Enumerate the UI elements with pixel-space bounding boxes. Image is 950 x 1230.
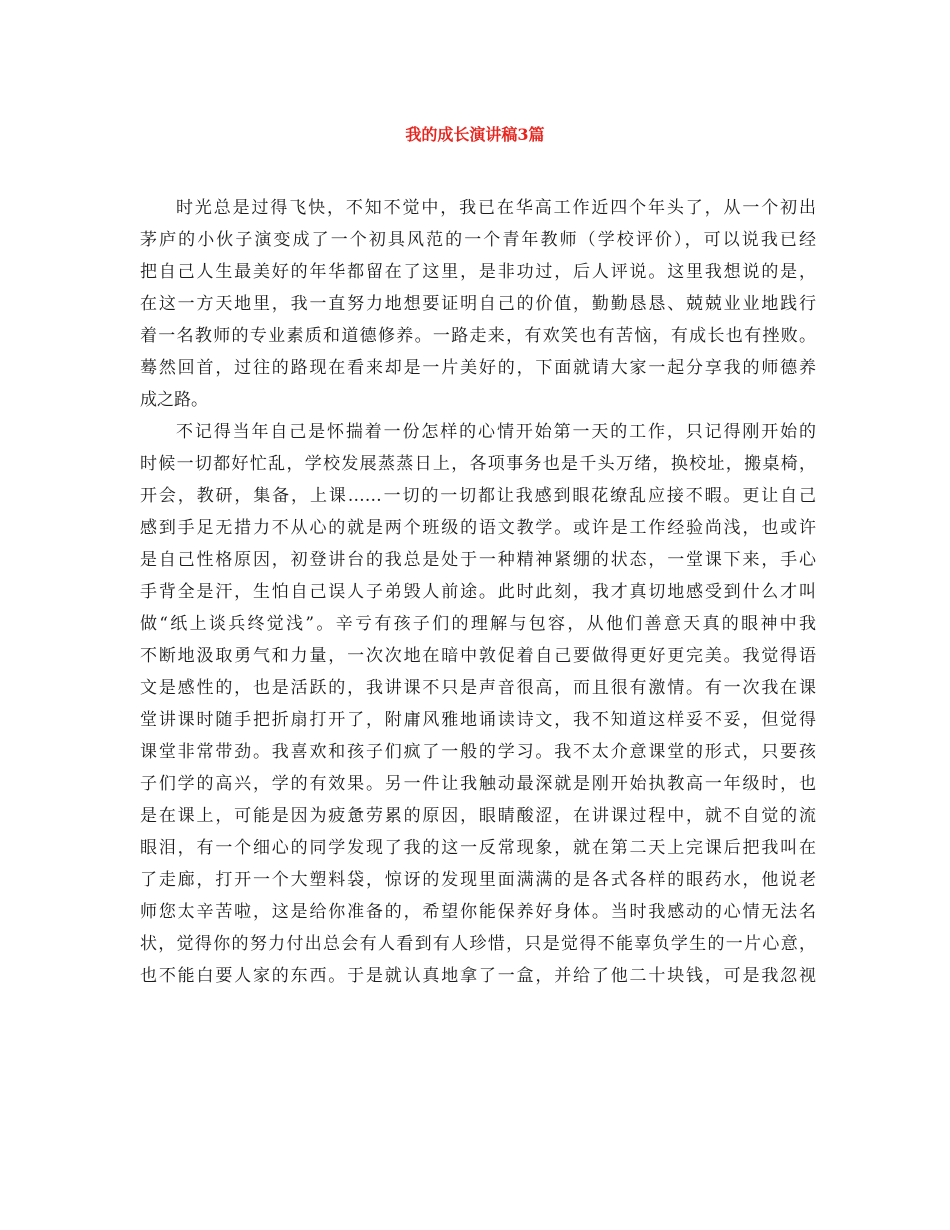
paragraph-line: 文是感性的，也是活跃的，我讲课不只是声音很高，而且很有激情。有一次我在课 [140,678,816,698]
paragraph-line: 状，觉得你的努力付出总会有人看到有人珍惜，只是觉得不能辜负学生的一片心意， [140,934,816,954]
paragraph-line: 是自己性格原因，初登讲台的我总是处于一种精神紧绷的状态，一堂课下来，手心 [140,550,816,570]
paragraph-line: 时候一切都好忙乱，学校发展蒸蒸日上，各项事务也是千头万绪，换校址，搬桌椅， [140,454,816,474]
paragraph-line: 不断地汲取勇气和力量，一次次地在暗中敦促着自己要做得更好更完美。我觉得语 [140,646,816,666]
paragraph-line: 也不能白要人家的东西。于是就认真地拿了一盒，并给了他二十块钱，可是我忽视 [140,966,816,986]
paragraph-line: 蓦然回首，过往的路现在看来却是一片美好的，下面就请大家一起分享我的师德养 [140,358,816,378]
document-title: 我的成长演讲稿3篇 [405,125,545,144]
paragraph-line: 堂讲课时随手把折扇打开了，附庸风雅地诵读诗文，我不知道这样妥不妥，但觉得 [140,710,816,730]
paragraph-line: 做“纸上谈兵终觉浅”。辛亏有孩子们的理解与包容，从他们善意天真的眼神中我 [140,614,816,634]
paragraph-line: 茅庐的小伙子演变成了一个初具风范的一个青年教师（学校评价），可以说我已经 [140,230,816,250]
paragraph-line: 感到手足无措力不从心的就是两个班级的语文教学。或许是工作经验尚浅，也或许 [140,518,816,538]
paragraph-line: 在这一方天地里，我一直努力地想要证明自己的价值，勤勤恳恳、兢兢业业地践行 [140,294,816,314]
paragraph-line: 是在课上，可能是因为疲惫劳累的原因，眼睛酸涩，在讲课过程中，就不自觉的流 [140,806,816,826]
document-body [140,192,816,992]
paragraph-line: 课堂非常带劲。我喜欢和孩子们疯了一般的学习。我不太介意课堂的形式，只要孩 [140,742,816,762]
paragraph-1 [140,192,816,416]
paragraph-line: 开会，教研，集备，上课……一切的一切都让我感到眼花缭乱应接不暇。更让自己 [140,486,816,506]
paragraph-line: 了走廊，打开一个大塑料袋，惊讶的发现里面满满的是各式各样的眼药水，他说老 [140,870,816,890]
paragraph-line: 不记得当年自己是怀揣着一份怎样的心情开始第一天的工作，只记得刚开始的 [176,422,816,442]
paragraph-line: 师您太辛苦啦，这是给你准备的，希望你能保养好身体。当时我感动的心情无法名 [140,902,816,922]
paragraph-line: 把自己人生最美好的年华都留在了这里，是非功过，后人评说。这里我想说的是， [140,262,816,282]
paragraph-line: 着一名教师的专业素质和道德修养。一路走来，有欢笑也有苦恼，有成长也有挫败。 [140,326,816,346]
paragraph-line: 时光总是过得飞快，不知不觉中，我已在华高工作近四个年头了，从一个初出 [176,198,816,218]
paragraph-line: 子们学的高兴，学的有效果。另一件让我触动最深就是刚开始执教高一年级时，也 [140,774,816,794]
paragraph-line: 成之路。 [140,390,208,410]
paragraph-line: 手背全是汗，生怕自己误人子弟毁人前途。此时此刻，我才真切地感受到什么才叫 [140,582,816,602]
paragraph-line: 眼泪，有一个细心的同学发现了我的这一反常现象，就在第二天上完课后把我叫在 [140,838,816,858]
paragraph-2 [140,416,816,992]
